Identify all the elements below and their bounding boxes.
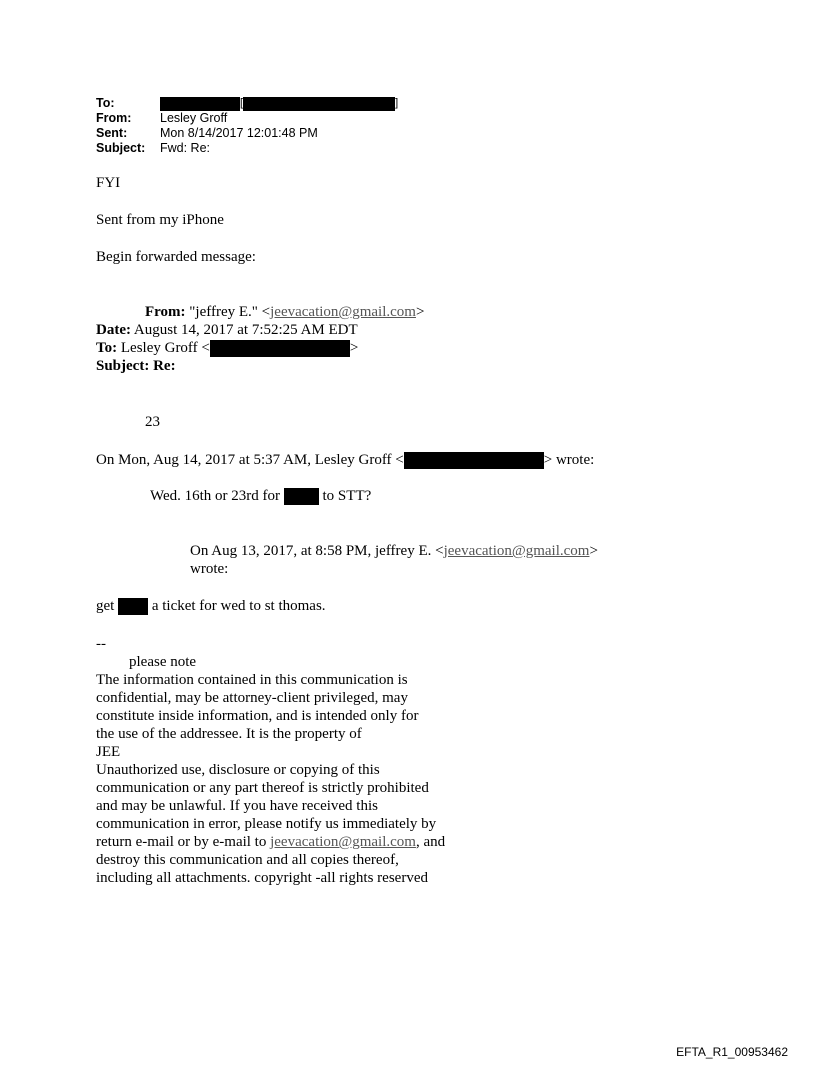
- reply-number: 23: [145, 414, 160, 430]
- fwd-subject-line: [96, 357, 176, 375]
- sent-value: Mon 8/14/2017 12:01:48 PM: [160, 126, 318, 140]
- redaction-box: [404, 452, 544, 469]
- fwd-from-line: [145, 303, 424, 321]
- redaction-box: [160, 97, 240, 111]
- disclaimer-line: communication in error, please notify us immediately by: [96, 816, 437, 832]
- redaction-box: [210, 340, 350, 357]
- fyi-text: FYI: [96, 175, 121, 191]
- begin-forwarded-text: Begin forwarded message:: [96, 249, 256, 265]
- disclaimer-line: The information contained in this communication is: [96, 672, 408, 688]
- fwd-to-close: >: [349, 340, 359, 356]
- subject-value: Fwd: Re:: [160, 141, 211, 155]
- sent-label: Sent:: [96, 126, 128, 140]
- disclaimer-line: Unauthorized use, disclosure or copying of this: [96, 762, 380, 778]
- fwd-subject-label: Subject:: [96, 358, 150, 374]
- question-prefix: Wed. 16th or 23rd for: [150, 488, 281, 504]
- signature-dashes: --: [96, 636, 106, 652]
- sent-from-text: Sent from my iPhone: [96, 212, 224, 228]
- to-redacted-value: [160, 96, 398, 111]
- return-prefix: return e-mail or by e-mail to: [96, 834, 271, 850]
- fwd-subject-value: Re:: [153, 358, 176, 374]
- disclaimer-line: and may be unlawful. If you have received this: [96, 798, 378, 814]
- question-line: [150, 487, 371, 505]
- please-note: please note: [129, 654, 197, 670]
- fwd-to-line: [96, 339, 358, 357]
- inner-quote-line: [190, 542, 598, 560]
- subject-label: Subject:: [96, 141, 146, 155]
- fwd-date-line: [96, 321, 358, 339]
- fwd-from-name: "jeffrey E." <: [189, 304, 271, 320]
- inner-suffix: >: [589, 543, 598, 559]
- disclaimer-line: confidential, may be attorney-client privileged, may: [96, 690, 408, 706]
- from-label: From:: [96, 111, 132, 125]
- fwd-from-email-link[interactable]: jeevacation@gmail.com: [270, 304, 416, 320]
- disclaimer-line: constitute inside information, and is intended only for: [96, 708, 419, 724]
- disclaimer-line: destroy this communication and all copies thereof,: [96, 852, 399, 868]
- redaction-box: [284, 488, 319, 505]
- disclaimer-return-line: [96, 833, 476, 851]
- redaction-box: [243, 97, 395, 111]
- to-label: To:: [96, 96, 115, 110]
- disclaimer-line: the use of the addressee. It is the property of: [96, 726, 362, 742]
- fwd-date-label: Date:: [96, 322, 131, 338]
- inner-email-link[interactable]: jeevacation@gmail.com: [443, 543, 590, 559]
- document-id: EFTA_R1_00953462: [676, 1045, 788, 1059]
- from-value: Lesley Groff: [160, 111, 228, 125]
- fwd-from-label: From:: [145, 304, 186, 320]
- subject-row: [96, 141, 398, 156]
- get-suffix: a ticket for wed to st thomas.: [151, 598, 326, 614]
- disclaimer-line: including all attachments. copyright -all rights reserved: [96, 870, 428, 886]
- fwd-to-label: To:: [96, 340, 118, 356]
- disclaimer-email-link[interactable]: jeevacation@gmail.com: [270, 834, 416, 850]
- quote-prefix: On Mon, Aug 14, 2017 at 5:37 AM, Lesley Groff <: [96, 452, 404, 468]
- fwd-from-close: >: [415, 304, 425, 320]
- quote-suffix: > wrote:: [543, 452, 595, 468]
- return-suffix: , and: [415, 834, 446, 850]
- disclaimer-line: JEE: [96, 744, 121, 760]
- to-row: [96, 96, 398, 111]
- inner-prefix: On Aug 13, 2017, at 8:58 PM, jeffrey E. <: [190, 543, 444, 559]
- quote-line: [96, 451, 594, 469]
- redaction-bracket: ]: [395, 97, 399, 109]
- redaction-box: [118, 598, 148, 615]
- get-prefix: get: [96, 598, 115, 614]
- fwd-to-value: Lesley Groff <: [120, 340, 210, 356]
- get-ticket-line: [96, 597, 326, 615]
- fwd-date-value: August 14, 2017 at 7:52:25 AM EDT: [133, 322, 358, 338]
- email-header: [96, 96, 398, 156]
- disclaimer-block: [96, 671, 476, 887]
- sent-row: [96, 126, 398, 141]
- inner-wrote: wrote:: [190, 561, 229, 577]
- from-row: [96, 111, 398, 126]
- redaction-bracket: [: [240, 97, 244, 109]
- disclaimer-line: communication or any part thereof is strictly prohibited: [96, 780, 429, 796]
- question-suffix: to STT?: [322, 488, 372, 504]
